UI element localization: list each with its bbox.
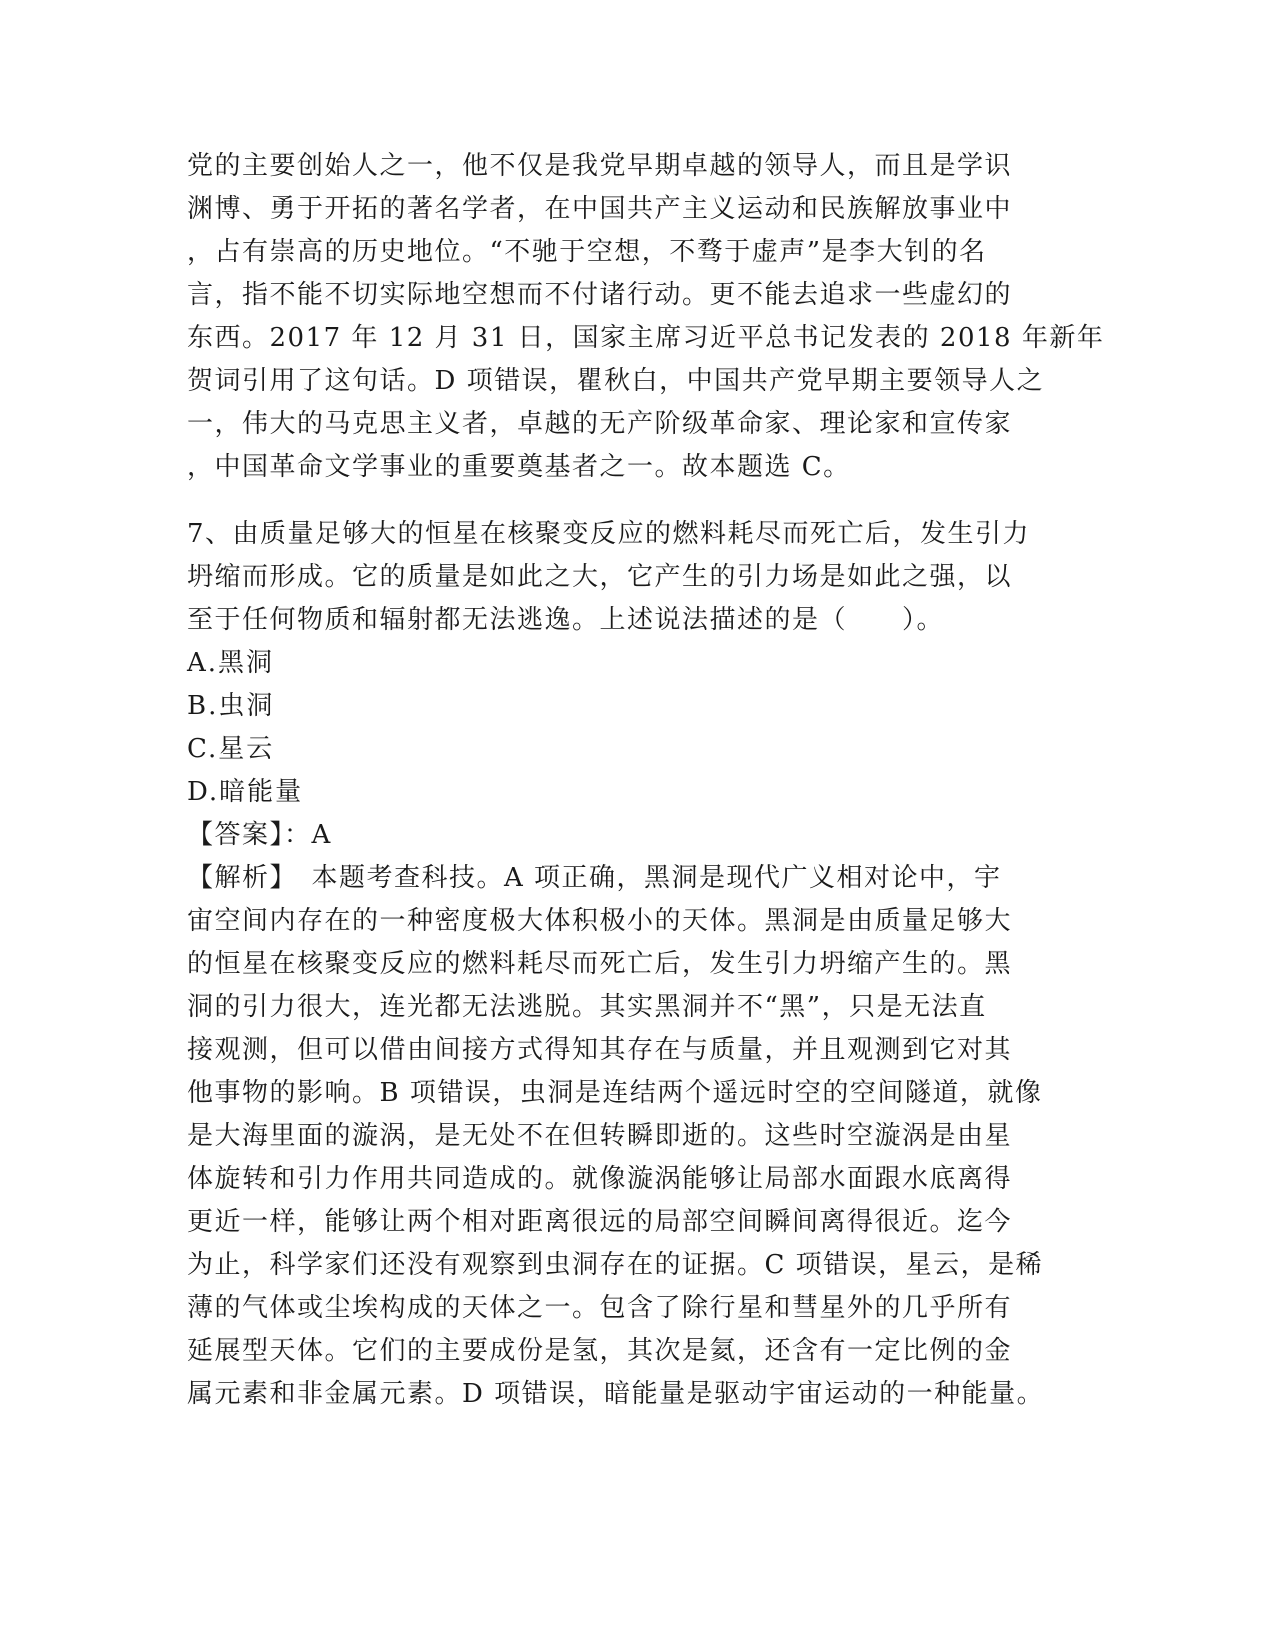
analysis-line: 宙空间内存在的一种密度极大体积极小的天体。黑洞是由质量足够大 — [187, 906, 1013, 936]
analysis-line: 为止，科学家们还没有观察到虫洞存在的证据。C 项错误，星云，是稀 — [187, 1250, 1044, 1280]
question-stem — [187, 513, 1087, 642]
analysis-line: 【解析】 本题考查科技。A 项正确，黑洞是现代广义相对论中，宇 — [187, 863, 1002, 893]
analysis-line: 属元素和非金属元素。D 项错误，暗能量是驱动宇宙运动的一种能量。 — [187, 1379, 1045, 1409]
analysis-line: 他事物的影响。B 项错误，虫洞是连结两个遥远时空的空间隧道，就像 — [187, 1078, 1043, 1108]
text-line: 贺词引用了这句话。D 项错误，瞿秋白，中国共产党早期主要领导人之 — [187, 366, 1045, 396]
option-b: B.虫洞 — [187, 691, 275, 721]
question-line: 坍缩而形成。它的质量是如此之大，它产生的引力场是如此之强，以 — [187, 562, 1013, 592]
analysis-line: 薄的气体或尘埃构成的天体之一。包含了除行星和彗星外的几乎所有 — [187, 1293, 1013, 1323]
answer-line: 【答案】：A — [187, 820, 332, 850]
question-line: 至于任何物质和辐射都无法逃逸。上述说法描述的是（ ）。 — [187, 605, 945, 635]
text-line: 渊博、勇于开拓的著名学者，在中国共产主义运动和民族解放事业中 — [187, 194, 1013, 224]
analysis-line: 体旋转和引力作用共同造成的。就像漩涡能够让局部水面跟水底离得 — [187, 1164, 1013, 1194]
analysis-line: 延展型天体。它们的主要成份是氢，其次是氦，还含有一定比例的金 — [187, 1336, 1013, 1366]
analysis-line: 洞的引力很大，连光都无法逃脱。其实黑洞并不“黑”，只是无法直 — [187, 992, 987, 1022]
text-line: 一，伟大的马克思主义者，卓越的无产阶级革命家、理论家和宣传家 — [187, 409, 1013, 439]
text-line: 言，指不能不切实际地空想而不付诸行动。更不能去追求一些虚幻的 — [187, 280, 1013, 310]
question-line: 7、由质量足够大的恒星在核聚变反应的燃料耗尽而死亡后，发生引力 — [187, 519, 1031, 549]
document-page — [187, 145, 1105, 1416]
option-c: C.星云 — [187, 734, 275, 764]
answer-options — [187, 642, 1087, 814]
analysis-line: 接观测，但可以借由间接方式得知其存在与质量，并且观测到它对其 — [187, 1035, 1013, 1065]
analysis-line: 是大海里面的漩涡，是无处不在但转瞬即逝的。这些时空漩涡是由星 — [187, 1121, 1013, 1151]
previous-question-explanation — [187, 145, 1105, 489]
analysis — [187, 857, 1087, 1416]
analysis-line: 的恒星在核聚变反应的燃料耗尽而死亡后，发生引力坍缩产生的。黑 — [187, 949, 1013, 979]
analysis-line: 更近一样，能够让两个相对距离很远的局部空间瞬间离得很近。迄今 — [187, 1207, 1013, 1237]
text-line: 东西。2017 年 12 月 31 日，国家主席习近平总书记发表的 2018 年新年 — [187, 323, 1105, 353]
paragraph-gap — [187, 489, 1087, 513]
option-a: A.黑洞 — [187, 648, 275, 678]
text-line: ，中国革命文学事业的重要奠基者之一。故本题选 C。 — [187, 452, 851, 482]
text-line: ，占有崇高的历史地位。“不驰于空想，不骛于虚声”是李大钊的名 — [187, 237, 987, 267]
option-d: D.暗能量 — [187, 777, 304, 807]
question-7 — [187, 513, 1087, 1416]
text-line: 党的主要创始人之一，他不仅是我党早期卓越的领导人，而且是学识 — [187, 151, 1013, 181]
